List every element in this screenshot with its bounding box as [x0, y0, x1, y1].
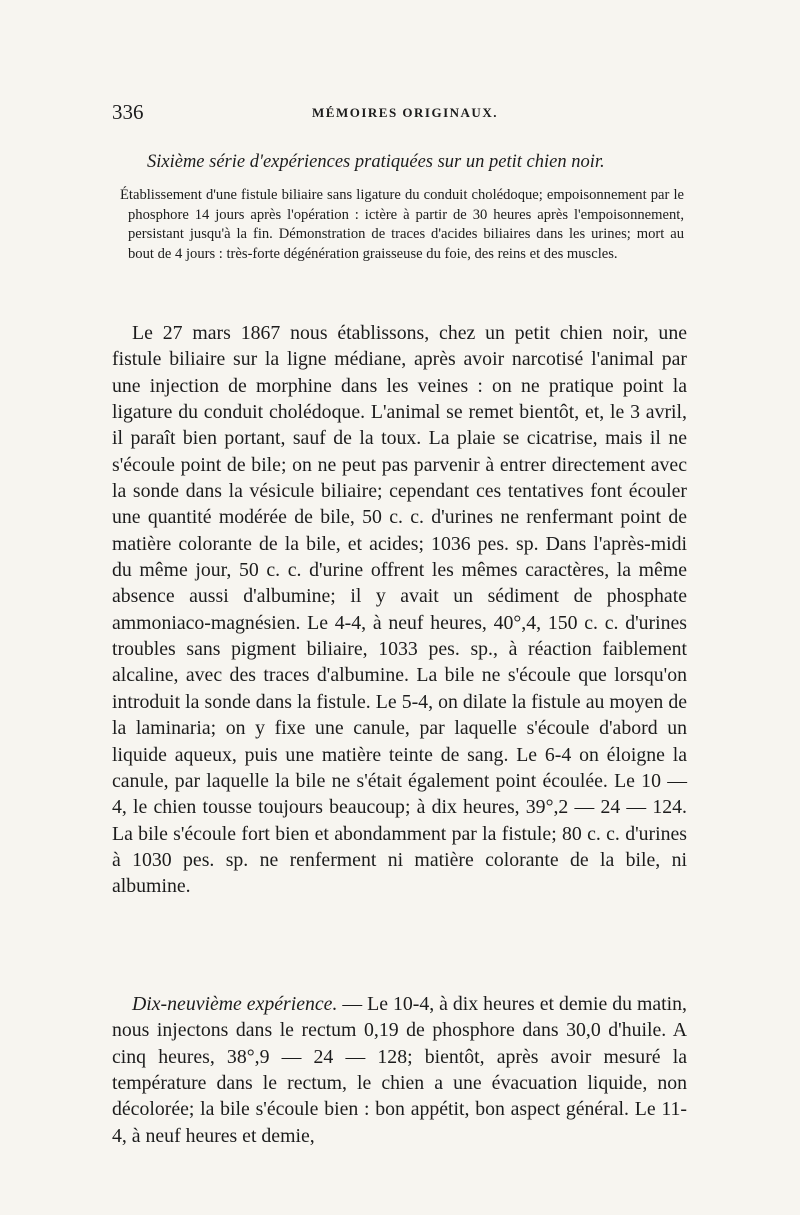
page-header [112, 100, 688, 126]
running-head: MÉMOIRES ORIGINAUX. [312, 105, 498, 120]
experiment-text: — Le 10-4, à dix heures et demie du matin, nous injectons dans le rectum 0,19 de phosphore dans 30,0 d'huile. A cinq heures, 38°,9 — 24 — 128; bientôt, après avoir mesuré la température dans le rectum, le chien a une évacuation liquide, non décolorée; la bile s'écoule bien : bon appétit, bon aspect général. Le 11-4, à neuf heures et demie, [112, 993, 687, 1147]
section-title: Sixième série d'expériences pratiquées sur un petit chien noir. [147, 152, 605, 172]
experiment-title: Dix-neuvième expérience. [132, 993, 338, 1015]
body-paragraph-2 [112, 991, 687, 1149]
body-paragraph-1: Le 27 mars 1867 nous établissons, chez un petit chien noir, une fistule biliaire sur la ligne médiane, après avoir narcotisé l'animal par une injection de morphine dans les veines : on ne pratique point la ligature du conduit cholédoque. L'animal se remet bientôt, et, le 3 avril, il paraît bien portant, sauf de la toux. La plaie se cicatrise, mais il ne s'écoule point de bile; on ne peut pas parvenir à entrer directement avec la sonde dans la vésicule biliaire; cependant ces tentatives font écouler une quantité modérée de bile, 50 c. c. d'urines ne renfermant point de matière colorante de la bile, et acides; 1036 pes. sp. Dans l'après-midi du même jour, 50 c. c. d'urine offrent les mêmes caractères, la même absence aussi d'albumine; il y avait un sédiment de phosphate ammoniaco-magnésien. Le 4-4, à neuf heures, 40°,4, 150 c. c. d'urines troubles sans pigment biliaire, 1033 pes. sp., à réaction faiblement alcaline, avec des traces d'albumine. La bile ne s'écoule que lorsqu'on introduit la sonde dans la fistule. Le 5-4, on dilate la fistule au moyen de la laminaria; on y fixe une canule, par laquelle s'écoule d'abord un liquide aqueux, puis une matière teinte de sang. Le 6-4 on éloigne la canule, par laquelle la bile ne s'était également point écoulée. Le 10 — 4, le chien tousse toujours beaucoup; à dix heures, 39°,2 — 24 — 124. La bile s'écoule fort bien et abondamment par la fistule; 80 c. c. d'urines à 1030 pes. sp. ne renferment ni matière colorante de la bile, ni albumine. [112, 322, 687, 898]
section-summary: Établissement d'une fistule biliaire sans ligature du conduit cholédoque; empoisonnement par le phosphore 14 jours après l'opération : ictère à partir de 30 heures après l'empoisonnement, persistant jusqu'à la fin. Démonstration de traces d'acides biliaires dans les urines; mort au bout de 4 jours : très-forte dégénération graisseuse du foie, des reins et des muscles. [120, 187, 684, 262]
page-number: 336 [112, 100, 144, 124]
